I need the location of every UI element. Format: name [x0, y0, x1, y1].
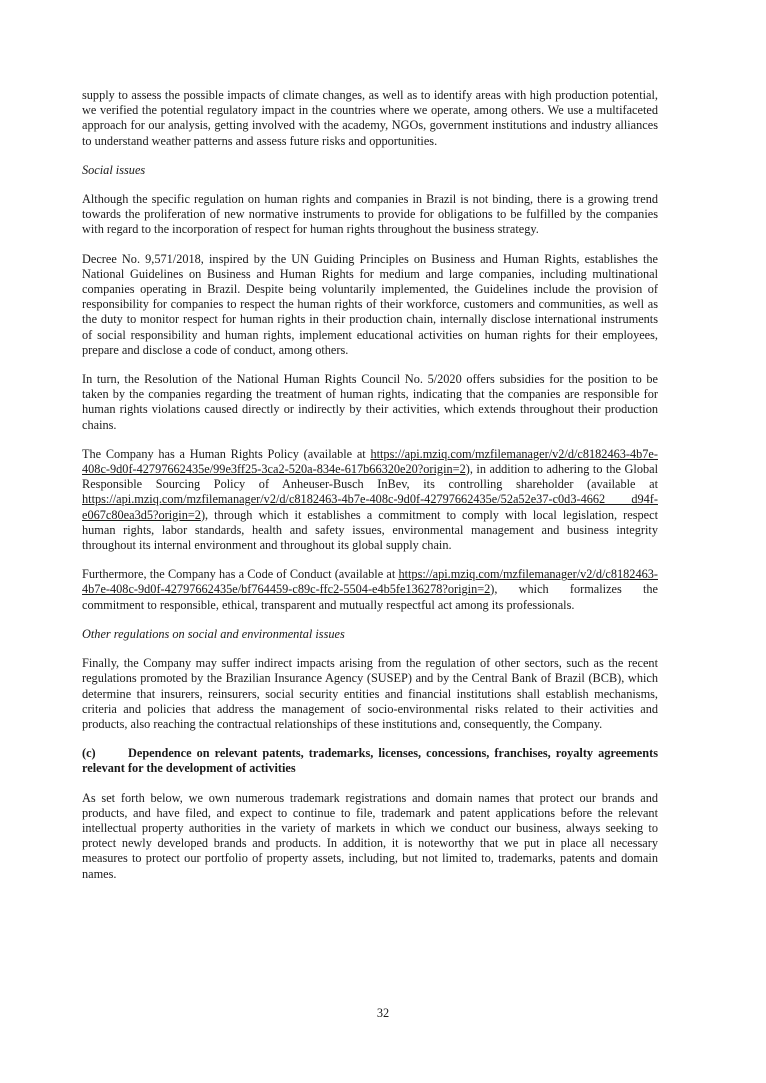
paragraph-indirect-impacts: Finally, the Company may suffer indirect impacts arising from the regulation of other sectors, such as the recent regulations promoted by the Brazilian Insurance Agency (SUSEP) and by the Central Bank of Brazil (BCB), which determine that insurers, reinsurers, social security entities and financial institutions shall establish mechanisms, criteria and policies that address the management of socio-environmental risks related to their activities and products, also reaching the contractual relationships of these institutions and, consequently, the Company. — [82, 656, 658, 731]
page-number: 32 — [376, 1006, 390, 1020]
policy-text-3: ), through which it establishes a commitment to comply with local legislation, respect human rights, labor standards, health and safety issues, environmental management and business integrity throughout its internal environment and throughout its global supply chain. — [82, 507, 658, 553]
paragraph-trademarks: As set forth below, we own numerous trademark registrations and domain names that protect our brands and products, and have filed, and expect to continue to file, trademark and patent applications before the relevant intellectual property authorities in the variety of markets in which we conduct our business, always seeking to protect newly developed brands and products. In addition, it is noteworthy that we put in place all necessary measures to protect our portfolio of property assets, including, but not limited to, trademarks, patents and domain names. — [82, 790, 658, 881]
heading-social-issues: Social issues — [82, 162, 146, 177]
policy-text-1: The Company has a Human Rights Policy (available at — [82, 446, 371, 461]
code-of-conduct-link[interactable]: https://api.mziq.com/mzfilemanager/v2/d/c8182463-4b7e-408c-9d0f-42797662435e/bf764459-c89c-ffc2-5504-e4b5fe136278?origin=2 — [82, 567, 658, 597]
section-c-heading — [82, 746, 658, 776]
document-page — [82, 88, 658, 896]
paragraph-resolution: In turn, the Resolution of the National Human Rights Council No. 5/2020 offers subsidies for the position to be taken by the companies regarding the treatment of human rights, indicating that the companies are responsible for human rights violations caused directly or indirectly by their activities, which extends throughout their production chains. — [82, 372, 658, 432]
conduct-text-1: Furthermore, the Company has a Code of Conduct (available at — [82, 567, 399, 582]
paragraph-code-of-conduct — [82, 567, 658, 613]
sourcing-policy-link[interactable]: https://api.mziq.com/mzfilemanager/v2/d/c8182463-4b7e-408c-9d0f-42797662435e/52a52e37-c0d3-4662 d94f-e067c80ea3d5?origin=2 — [82, 492, 658, 522]
policy-text-2: ), in addition to adhering to the Global Responsible Sourcing Policy of Anheuser-Busch InBev, its controlling shareholder (available at — [82, 462, 658, 492]
section-c-number: (c) — [82, 746, 96, 761]
conduct-text-2: ), which formalizes the commitment to responsible, ethical, transparent and mutually respectful act among its professionals. — [82, 582, 658, 612]
paragraph-climate: supply to assess the possible impacts of climate changes, as well as to identify areas with high production potential, we verified the potential regulatory impact in the countries where we operate, among others. We use a multifaceted approach for our analysis, getting involved with the academy, NGOs, government institutions and industry alliances to understand weather patterns and assess future risks and opportunities. — [82, 88, 658, 148]
paragraph-human-rights-policy — [82, 447, 658, 553]
section-c-title: Dependence on relevant patents, trademarks, licenses, concessions, franchises, royalty agreements relevant for the development of activities — [82, 746, 658, 776]
paragraph-decree: Decree No. 9,571/2018, inspired by the UN Guiding Principles on Business and Human Rights, establishes the National Guidelines on Business and Human Rights for medium and large companies, including multinational companies operating in Brazil. Despite being voluntarily implemented, the Guidelines include the provision of responsibility for companies to respect the human rights of their workforce, customers and communities, as well as the duty to monitor respect for human rights in their production chain, internally disclose international instruments of social responsibility and human rights, implement educational activities on human rights for their employees, prepare and disclose a code of conduct, among others. — [82, 251, 658, 357]
heading-other-regulations: Other regulations on social and environmental issues — [82, 626, 345, 641]
human-rights-policy-link[interactable]: https://api.mziq.com/mzfilemanager/v2/d/c8182463-4b7e-408c-9d0f-42797662435e/99e3ff25-3ca2-520a-834e-617b66320e20?origin=2 — [82, 446, 658, 477]
paragraph-human-rights-trend: Although the specific regulation on human rights and companies in Brazil is not binding, there is a growing trend towards the proliferation of new normative instruments to provide for obligations to be fulfilled by the companies with regard to the incorporation of respect for human rights throughout the business strategy. — [82, 192, 658, 237]
